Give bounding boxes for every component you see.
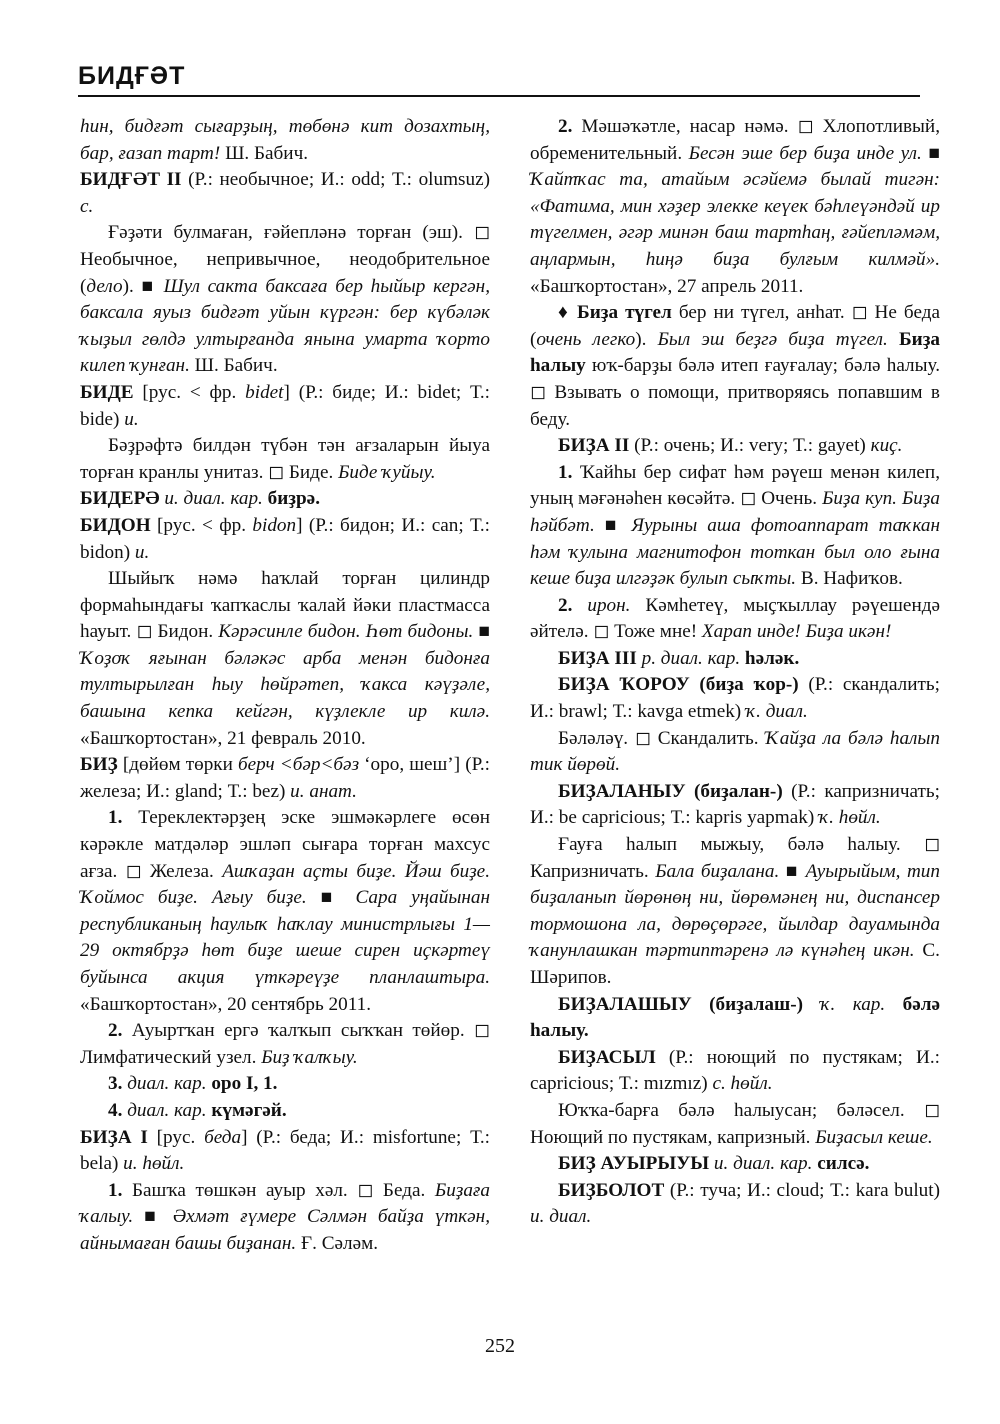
entry-paragraph: Бәҙрәфтә билдән түбән тән ағзаларын йыуа торған кранлы унитаз. ◻ Биде. Биде ҡуйыу. [80, 435, 490, 483]
entry-headword: БИДОН [рус. < фр. bidon] (Р.: бидон; И.: can; Т.: bidon) и. [80, 514, 490, 563]
entry-headword: БИҘАЛАШЫУ (биҙалаш-) ҡ. кар. бәлә һалыу. [530, 993, 941, 1042]
left-column [80, 114, 490, 1258]
entry-headword: БИҘ [дөйөм төрки берч <бәр<бәз ‘оро, шеш’] (Р.: железа; И.: gland; Т.: bez) и. анат. [80, 754, 490, 802]
right-column [530, 114, 940, 1231]
entry-paragraph: 4. диал. кар. күмәгәй. [108, 1099, 287, 1121]
entry-paragraph: Бәләләү. ◻ Скандалить. Ҡайҙа ла бәлә һалып тик йөрөй. [530, 727, 940, 776]
entry-paragraph: 1. Ҡайһы бер сифат һәм рәүеш менән килеп, уның мәғәнәһен көсәйтә. ◻ Очень. Биҙа куп. Биҙа һәйбәт. ■ Яурыны аша фотоаппарат таҡкан һәм ҡулына магнитофон тоткан был оло ғына кеше биҙа илгәҙәк булып сыҡты. В. Нафиҡов. [530, 461, 940, 590]
entry-headword: БИДЕ [рус. < фр. bidet] (Р.: биде; И.: bidet; Т.: bide) и. [80, 381, 490, 430]
entry-paragraph: ♦ Биҙа түгел бер ни түгел, анһат. ◻ Не беда (очень легко). Был эш беҙгә биҙа түгел. Биҙа һалыу юҡ-барҙы бәлә итеп ғауғалау; бәлә һалыу. ◻ Взывать о помощи, притворяясь попавшим в беду. [530, 302, 941, 430]
entry-headword: БИДЕРӘ и. диал. кар. биҙрә. [80, 488, 320, 510]
entry-paragraph: Ғәҙәти булмаған, ғәйепләнә торған (эш). ◻ Необычное, непривычное, неодобрительное (дело). ■ Шул сакта баксаға бер һыйыр кергән, баксала яуыз бидғәт уйын күргән: бер күбәләк ҡыҙыл гөлдә ултырғанда янына умарта ҡорто килеп ҡунған. Ш. Бабич. [80, 222, 490, 377]
entry-headword: БИҘА I [рус. беда] (Р.: беда; И.: misfortune; Т.: bela) и. һөйл. [80, 1126, 491, 1175]
entry-headword: БИҘБОЛОТ (Р.: туча; И.: cloud; Т.: kara bulut) и. диал. [530, 1179, 940, 1228]
entry-paragraph: Ғауға һалып мыжыу, бәлә һалыу. ◻ Капризничать. Бала биҙалана. ■ Ауырыйым, тип биҙаланып йөрөнөң ни, йөрөмәнең ни, диспансер тормошона ла, дөрөҫөрәге, йылдар дауамында ҡанунлашкан тәртиптәренә лә күнәһең икән. С. Шәрипов. [530, 834, 940, 988]
header-rule [78, 95, 920, 97]
entry-paragraph: 2. Мәшәҡәтле, насар нәмә. ◻ Хлопотливый, обременительный. Бесән эше бер биҙа инде ул. ■ Ҡайтҡас та, атайым әсәйемә былай тигән: «Фатима, мин хәҙер элекке кеүек бәһлеүәндәй ир түгелмен, әгәр минән баш тартһаң, ғәйепләмәм, аңлармын, һиңә биҙа булғым килмәй». «Башҡортостан», 27 апрель 2011. [530, 116, 940, 297]
entry-paragraph: 2. ирон. Кәмһетеү, мыҫҡыллау рәүешендә әйтелә. ◻ Тоже мне! Харап инде! Биҙа икән! [530, 594, 940, 643]
page-number: 252 [485, 1335, 515, 1357]
entry-headword: БИҘА II (Р.: очень; И.: very; Т.: gayet) киҫ. [558, 435, 903, 457]
entry-paragraph: Шыйыҡ нәмә һаҡлай торған цилиндр формаһындағы ҡапҡаслы ҡалай йәки пластмасса һауыт. ◻ Бидон. Кәрәсинле бидон. Һөт бидоны. ■ Ҡоҙоҡ яғынан бәләкәс арба менән бидонға тултырылған һыу һөйрәтеп, ҡакса кәүҙәле, башына кепка кейгән, күҙлекле ир килә. «Башҡортостан», 21 февраль 2010. [80, 568, 490, 749]
entry-headword: БИҘА III р. диал. кар. һәләк. [558, 647, 800, 669]
entry-paragraph: 3. диал. кар. оро I, 1. [108, 1073, 278, 1095]
entry-headword: БИҘА ҠОРОУ (биҙа ҡор-) (Р.: скандалить; И.: brawl; Т.: kavga etmek) ҡ. диал. [530, 674, 940, 723]
entry-paragraph: 1. Тереклектәрҙең эске эшмәкәрлеге өсөн кәрәкле матдәләр эшләп сығара торған махсус ағза. ◻ Железа. Ашҡаҙан аҫты биҙе. Йәш биҙе. Ҡоймос биҙе. Ағыу биҙе. ■ Сара уңайынан республиканың һаулыҡ һаҡлау министрлығы 1—29 октябрҙә һөт биҙе шеше сирен иҫкәртеү буйынса акция үткәреүҙе планлаштыра. «Башҡортостан», 20 сентябрь 2011. [80, 807, 490, 1015]
entry-paragraph: һин, бидғәт сығарҙың, төбөнә кит дозахтың, бар, ғазап тарт! Ш. Бабич. [80, 116, 490, 164]
entry-paragraph: 2. Ауыртҡан ергә ҡалҡып сыҡҡан төйөр. ◻ Лимфатический узел. Биҙ ҡалҡыу. [80, 1020, 490, 1068]
entry-headword: БИДҒӘТ II (Р.: необычное; И.: odd; Т.: olumsuz) с. [80, 169, 490, 217]
page-header: БИДҒӘТ [78, 62, 186, 90]
entry-paragraph: Юҡҡа-барға бәлә һалыусан; бәләсел. ◻ Ноющий по пустякам, капризный. Биҙасыл кеше. [530, 1099, 940, 1148]
entry-headword: БИҘАЛАНЫУ (биҙалан-) (Р.: капризничать; И.: be capricious; Т.: kapris yapmak) ҡ. һөйл. [530, 780, 940, 829]
entry-headword: БИҘ АУЫРЫУЫ и. диал. кар. силсә. [558, 1153, 870, 1175]
entry-paragraph: 1. Башҡа төшкән ауыр хәл. ◻ Беда. Биҙаға ҡалыу. ■ Әхмәт ғүмере Сәлмән байҙа үткән, айнымаған башы биҙанан. Ғ. Сәләм. [80, 1179, 490, 1254]
entry-headword: БИҘАСЫЛ (Р.: ноющий по пустякам; И.: capricious; Т.: mızmız) с. һөйл. [530, 1046, 940, 1095]
